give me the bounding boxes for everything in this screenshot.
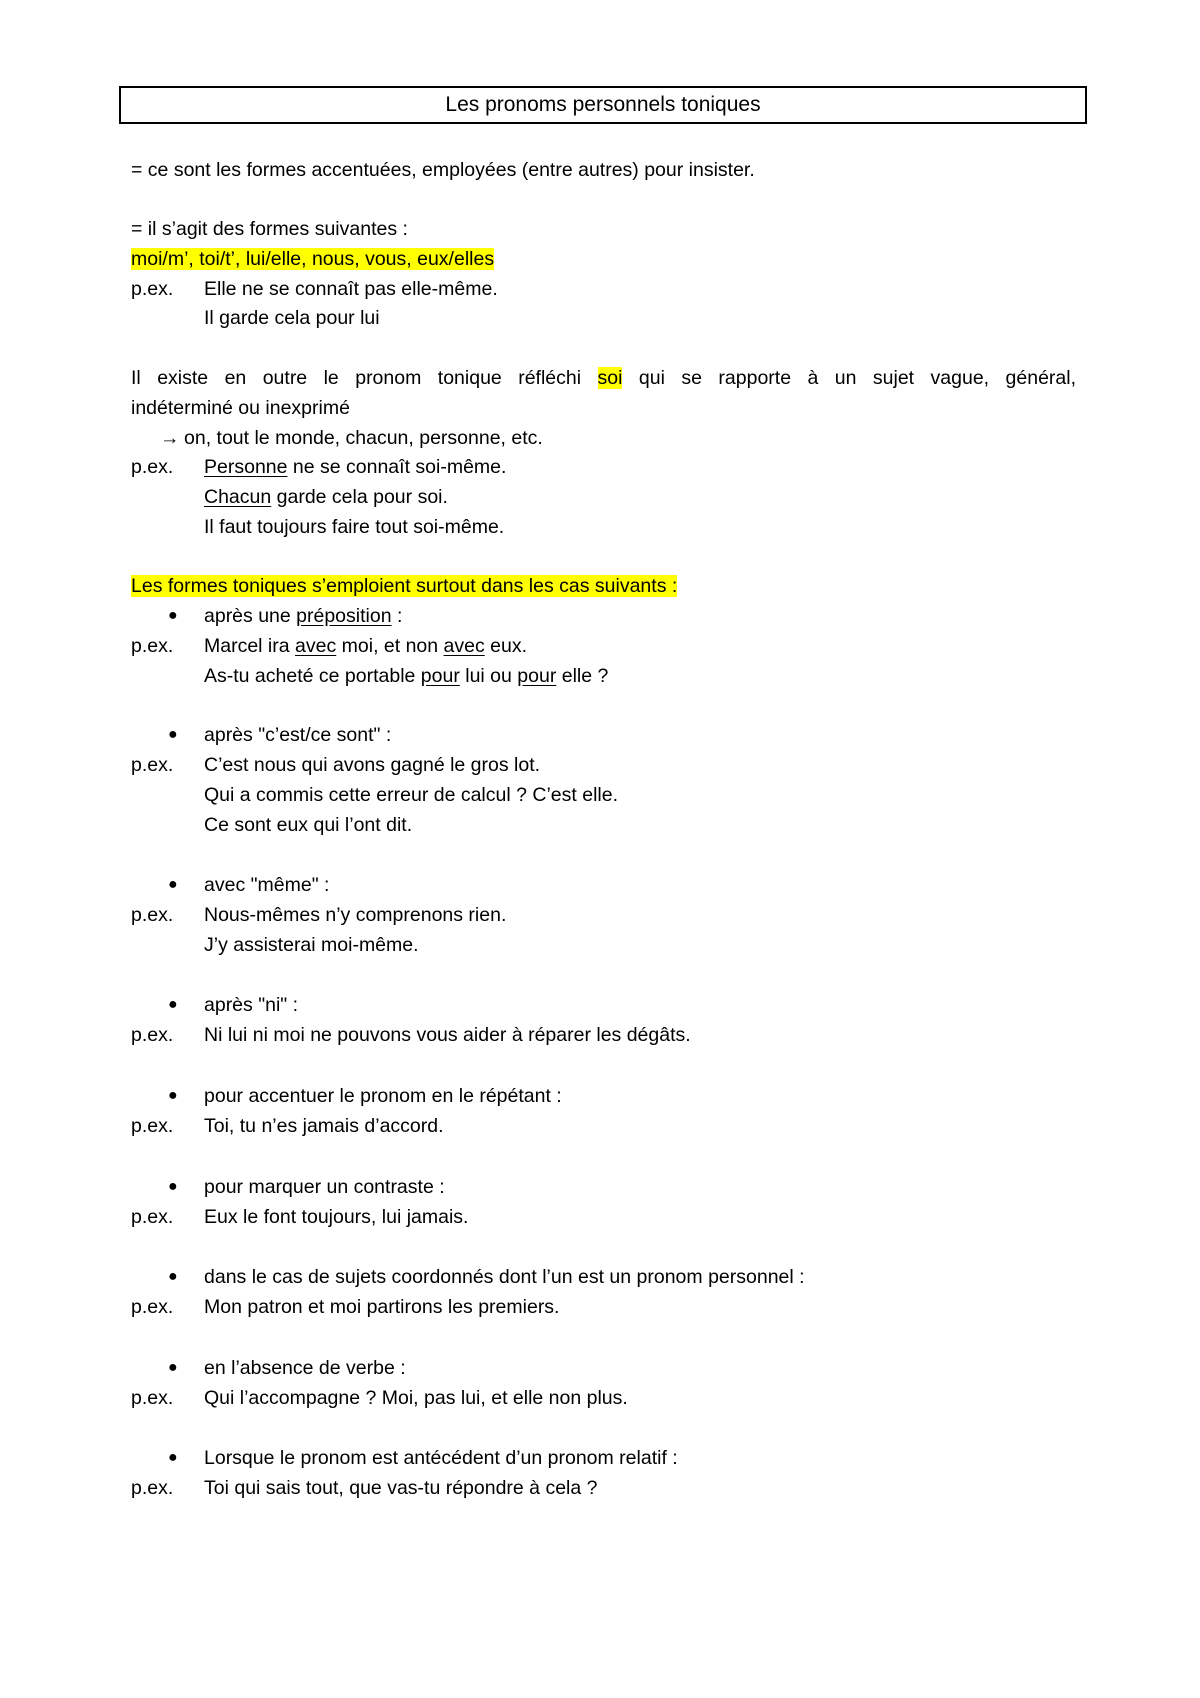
- case-label-text: après une: [204, 605, 297, 627]
- pex-label: p.ex.: [131, 754, 174, 776]
- case-label: après "ni" :: [204, 994, 299, 1016]
- soi-subject-list: on, tout le monde, chacun, personne, etc.: [184, 427, 543, 449]
- underlined-word: Chacun: [204, 486, 272, 508]
- pex-label: p.ex.: [131, 1206, 174, 1228]
- case-label: en l’absence de verbe :: [204, 1357, 406, 1379]
- example-text: Il faut toujours faire tout soi-même.: [204, 516, 505, 538]
- underlined-word: pour: [517, 665, 557, 687]
- case-label: [204, 604, 402, 628]
- example-rest: garde cela pour soi.: [271, 486, 448, 508]
- soi-paragraph-line-1: [131, 366, 1076, 390]
- bullet-icon: ●: [168, 607, 178, 624]
- example-text: Ce sont eux qui l’ont dit.: [204, 814, 413, 836]
- underlined-word: avec: [443, 635, 485, 657]
- pex-label: p.ex.: [131, 1296, 174, 1318]
- underlined-word: avec: [295, 635, 337, 657]
- soi-highlight: soi: [597, 367, 623, 389]
- forms-highlight: moi/m’, toi/t’, lui/elle, nous, vous, eux/elles: [131, 248, 495, 270]
- example-text: Eux le font toujours, lui jamais.: [204, 1206, 469, 1228]
- soi-paragraph-line-2: indéterminé ou inexprimé: [131, 397, 350, 419]
- pex-label: p.ex.: [131, 1024, 174, 1046]
- underlined-word: préposition: [296, 605, 392, 627]
- example-text: Nous-mêmes n’y comprenons rien.: [204, 904, 507, 926]
- bullet-icon: ●: [168, 1449, 178, 1466]
- bullet-icon: ●: [168, 1178, 178, 1195]
- title-box: [119, 86, 1087, 124]
- case-label: dans le cas de sujets coordonnés dont l’un est un pronom personnel :: [204, 1266, 805, 1288]
- case-label: avec "même" :: [204, 874, 330, 896]
- pex-label: p.ex.: [131, 1115, 174, 1137]
- example-text: C’est nous qui avons gagné le gros lot.: [204, 754, 541, 776]
- forms-list: [131, 247, 494, 271]
- example-text: Qui a commis cette erreur de calcul ? C’est elle.: [204, 784, 618, 806]
- bullet-icon: ●: [168, 1268, 178, 1285]
- pex-label: p.ex.: [131, 456, 174, 478]
- case-label: pour marquer un contraste :: [204, 1176, 445, 1198]
- cases-heading-highlight: Les formes toniques s’emploient surtout dans les cas suivants :: [131, 575, 678, 597]
- soi-text-part-2: qui se rapporte à un sujet vague, général,: [638, 367, 1076, 389]
- example-text: Ni lui ni moi ne pouvons vous aider à réparer les dégâts.: [204, 1024, 691, 1046]
- example-text: Il garde cela pour lui: [204, 307, 380, 329]
- example-text: Toi qui sais tout, que vas-tu répondre à cela ?: [204, 1477, 598, 1499]
- example-part: As-tu acheté ce portable: [204, 665, 421, 687]
- soi-text-part-1: Il existe en outre le pronom tonique réfléchi: [131, 367, 582, 389]
- intro-line-1: = ce sont les formes accentuées, employées (entre autres) pour insister.: [131, 159, 755, 181]
- page-title: Les pronoms personnels toniques: [445, 93, 761, 116]
- cases-heading: [131, 574, 677, 598]
- example-text: Elle ne se connaît pas elle-même.: [204, 278, 498, 300]
- pex-label: p.ex.: [131, 1387, 174, 1409]
- pex-label: p.ex.: [131, 904, 174, 926]
- example-text: Mon patron et moi partirons les premiers.: [204, 1296, 560, 1318]
- pex-label: p.ex.: [131, 278, 174, 300]
- underlined-word: Personne: [204, 456, 288, 478]
- example-text: Toi, tu n’es jamais d’accord.: [204, 1115, 444, 1137]
- pex-label: p.ex.: [131, 635, 174, 657]
- bullet-icon: ●: [168, 996, 178, 1013]
- case-label: après "c’est/ce sont" :: [204, 724, 392, 746]
- case-label: pour accentuer le pronom en le répétant :: [204, 1085, 562, 1107]
- example-text: [204, 455, 506, 479]
- example-part: elle ?: [556, 665, 609, 687]
- example-part: eux.: [484, 635, 528, 657]
- example-text: Qui l’accompagne ? Moi, pas lui, et elle non plus.: [204, 1387, 628, 1409]
- bullet-icon: ●: [168, 1087, 178, 1104]
- intro-line-2: = il s’agit des formes suivantes :: [131, 218, 408, 240]
- bullet-icon: ●: [168, 876, 178, 893]
- example-part: moi, et non: [336, 635, 444, 657]
- case-label-text: :: [391, 605, 403, 627]
- underlined-word: pour: [420, 665, 460, 687]
- example-text: J’y assisterai moi-même.: [204, 934, 419, 956]
- bullet-icon: ●: [168, 1359, 178, 1376]
- pex-label: p.ex.: [131, 1477, 174, 1499]
- bullet-icon: ●: [168, 726, 178, 743]
- example-part: Marcel ira: [204, 635, 296, 657]
- arrow-icon: →: [160, 427, 180, 449]
- example-text: [204, 485, 448, 509]
- example-rest: ne se connaît soi-même.: [287, 456, 507, 478]
- example-text: [204, 634, 527, 658]
- example-part: lui ou: [459, 665, 518, 687]
- example-text: [204, 664, 608, 688]
- case-label: Lorsque le pronom est antécédent d’un pronom relatif :: [204, 1447, 678, 1469]
